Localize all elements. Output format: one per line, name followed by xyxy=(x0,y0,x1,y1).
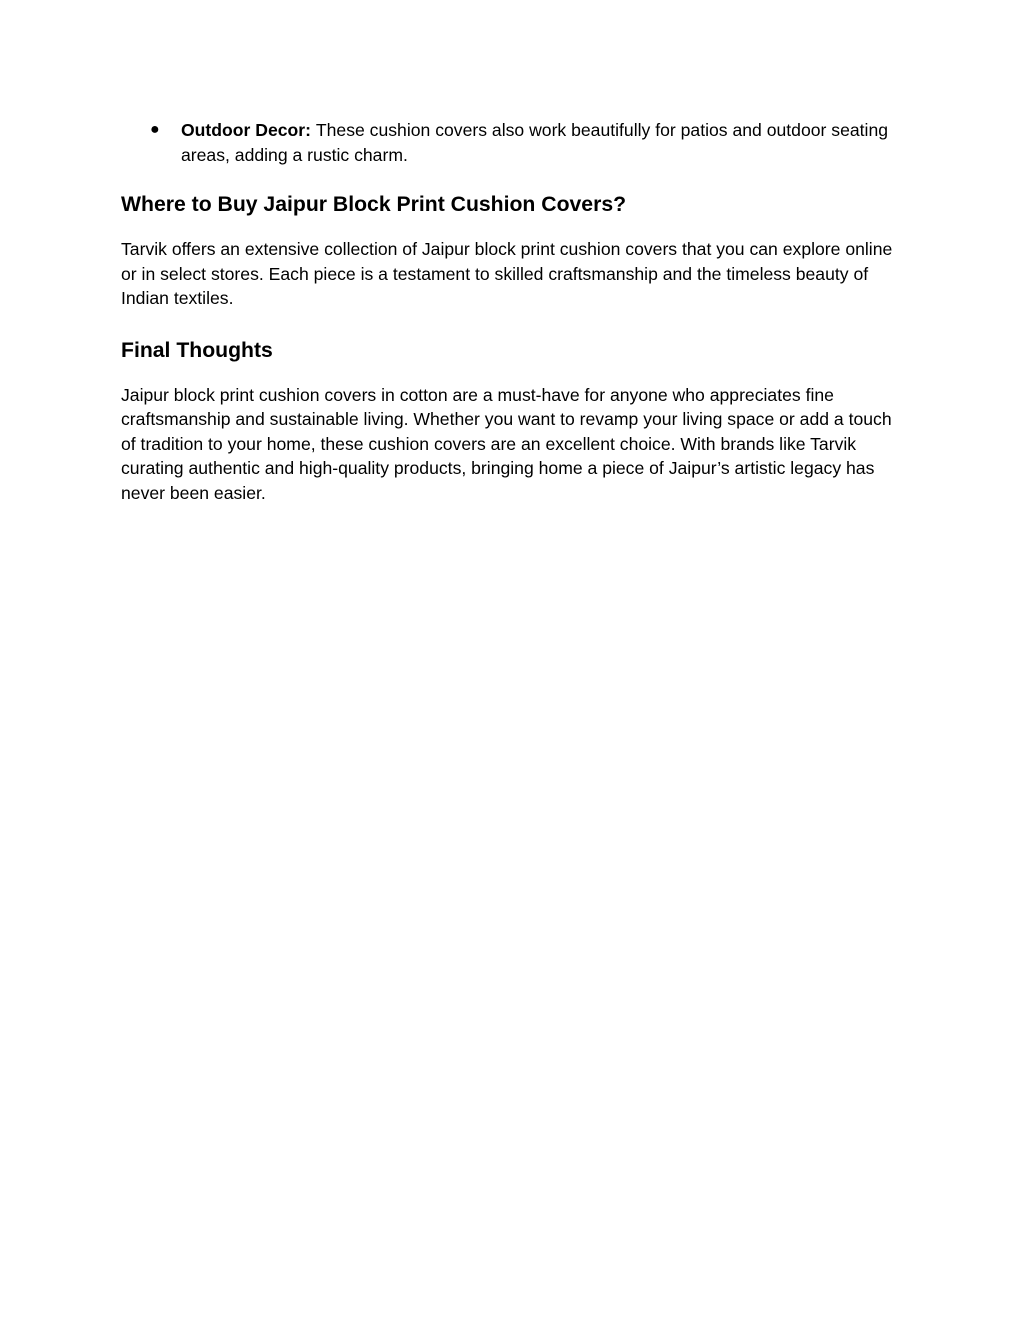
bullet-list xyxy=(121,118,901,167)
section-heading-where-to-buy: Where to Buy Jaipur Block Print Cushion Covers? xyxy=(121,193,627,216)
list-item-text: These cushion covers also work beautifully for patios and outdoor seating areas, adding a rustic charm. xyxy=(181,120,889,165)
list-item-lead: Outdoor Decor: xyxy=(181,120,316,140)
bullet-icon: ● xyxy=(150,121,160,138)
section-body-final-thoughts: Jaipur block print cushion covers in cotton are a must-have for anyone who appreciates fine craftsmanship and sustainable living. Whether you want to revamp your living space or add a touch of tradition to your home, these cushion covers are an excellent choice. With brands like Tarvik curating authentic and high-quality products, bringing home a piece of Jaipur’s artistic legacy has never been easier. xyxy=(121,384,892,503)
list-item xyxy=(121,118,901,167)
section-heading-final-thoughts: Final Thoughts xyxy=(121,338,273,362)
document-content xyxy=(121,118,901,531)
section-body-where-to-buy: Tarvik offers an extensive collection of Jaipur block print cushion covers that you can explore online or in select stores. Each piece is a testament to skilled craftsmanship and the timeless beauty of Indian textiles. xyxy=(121,239,893,308)
